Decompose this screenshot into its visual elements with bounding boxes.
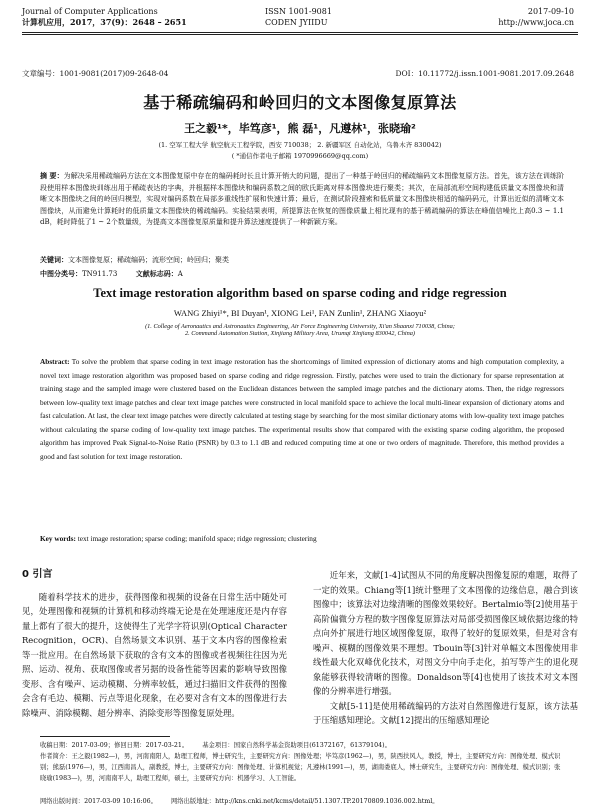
author-bios: 作者简介：王之毅(1982—)，男，河南南阳人，助理工程师，博士研究生，主要研究方向：图像处理；毕笃彦(1962—)，男，陕西扶风人，教授，博士，主要研究方向：图像处理、模式识别；熊磊(1976—)，男，江西南昌人，副教授，博士，主要研究方向：图像处理、计算机视觉；凡遵林(1991—)，男，湖南娄底人，博士研究生，主要研究方向：图像处理、模式识别；张晓瑜(1983—)，男，河南南平人，助理工程师，硕士，主要研究方向：机器学习、人工智能。	[40, 753, 561, 782]
keywords-en-text: text image restoration; sparse coding; manifold space; ridge regression; clustering	[77, 534, 317, 543]
body-paragraph-right-2: 文献[5-11]是使用稀疏编码的方法对自然图像进行复原，该方法基于压缩感知理论。文献[12]提出的压缩感知理论	[313, 700, 578, 725]
paper-title-zh: 基于稀疏编码和岭回归的文本图像复原算法	[143, 93, 457, 112]
received-date: 收稿日期：2017-03-09；修回日期：2017-03-21。	[40, 742, 189, 749]
authors-en: WANG Zhiyi¹*, BI Duyan¹, XIONG Lei¹, FAN Zunlin¹, ZHANG Xiaoyu²	[173, 308, 427, 318]
issn: ISSN 1001-9081	[265, 7, 332, 16]
issue-date: 2017-09-10	[527, 7, 574, 16]
keywords-zh	[40, 254, 564, 267]
abstract-zh-label: 摘 要：	[40, 171, 64, 180]
journal-url: http://www.joca.cn	[498, 18, 574, 27]
online-publication	[40, 796, 564, 807]
doi: DOI：10.11772/j.issn.1001-9081.2017.09.2648	[395, 69, 574, 78]
online-url: 网络出版地址：http://kns.cnki.net/kcms/detail/51.1307.TP.20170809.1036.002.html。	[171, 798, 439, 805]
journal-header-right	[498, 6, 574, 28]
classification-zh	[40, 268, 564, 281]
abstract-en-label: Abstract:	[40, 357, 70, 366]
journal-header-center	[265, 6, 332, 28]
footnote-block	[40, 740, 564, 784]
keywords-en	[40, 532, 564, 546]
authors-zh: 王之毅¹*，毕笃彦¹，熊 磊¹，凡遵林¹，张晓瑜²	[184, 122, 416, 135]
header-rule-bottom	[22, 34, 578, 35]
fund-info: 基金项目：国家自然科学基金资助项目(61372167，61379104)。	[202, 742, 391, 749]
doc-code-value: A	[177, 270, 183, 278]
affiliations-en	[0, 323, 600, 337]
keywords-zh-text: 文本图像复原；稀疏编码；流形空间；岭回归；聚类	[68, 256, 229, 264]
affiliation-en-1: (1. College of Aeronautics and Astronautics Engineering, Air Force Engineering University, Xi'an Shaanxi 710038, China;	[145, 323, 455, 330]
body-paragraph-right-1: 近年来，文献[1-4]试图从不同的角度解决图像复原的难题，取得了一定的效果。Chiang等[1]统计整理了文本图像的边缘信息，融合到该图像中；该算法对边缘清晰的图像效果较好。Bertalmio等[2]使用基于高阶偏微分方程的数字图像复原算法对局部受损图像区域依据边缘的特点向外扩展进行地区域图像复原，取得了较好的复原效果，但是对含有噪声、模糊的图像效果不理想。Tbouin等[3]针对单幅文本图像使用非线性最大化双峰优化技术，对图文分中向手走化，拍写等产生的退化现象能够获得较清晰的图像。Donaldson等[4]也使用了该技术对文本图像的分辨率进行增强。	[313, 570, 578, 696]
doc-code-label: 文献标志码：	[135, 269, 178, 278]
class-label: 中图分类号：	[40, 269, 82, 278]
body-column-right	[313, 568, 578, 728]
abstract-zh	[40, 170, 564, 229]
body-column-left	[22, 568, 287, 720]
affiliation-en-2: 2. Command Automation Station, Xinjiang Military Area, Urumqi Xinjiang 830042, China)	[184, 330, 416, 337]
correspondence-zh: ( *通信作者电子邮箱 1970996669@qq.com)	[231, 152, 369, 160]
body-paragraph-left: 随着科学技术的进步，获得图像和视频的设备在日常生活中随处可见，处理图像和视频的计算机和移动终端无论是在处理速度还是内存容量上都有了很大的提升，这使得生了光学字符识别(Optical Character Recognition，OCR)、自然场景文本识别、基于文本内容的图像检索等一批应用。在自然场景下获取的含有文本的图像或者视频往往因为光照、运动、视角、获取图像或者另据的设备性能等因素的影响导致图像变形、含有噪声、运动模糊、分辨率较低，通过扫描旧文件获得的图像会含有毛边、模糊、污点等退化现象，在必要对含有文本的图像进行去除噪声、消除模糊、超分辨率、消除变形等图像复原处理。	[22, 591, 287, 718]
online-time: 网络出版时间：2017-03-09 10:16:06。	[40, 798, 157, 805]
paper-title-en: Text image restoration algorithm based on sparse coding and ridge regression	[93, 286, 507, 300]
keywords-en-label: Key words:	[40, 534, 76, 543]
article-number: 文章编号：1001-9081(2017)09-2648-04	[22, 69, 169, 78]
section-heading-intro: 0 引言	[22, 569, 53, 580]
footnote-rule	[40, 736, 170, 737]
header-rule-top	[22, 32, 578, 33]
abstract-en-text: To solve the problem that sparse coding in text image restoration has the shortcomings of limited expression of dictionary atoms and high computation complexity, a novel text image restoration algorithm was proposed based on sparse coding and ridge regression. Firstly, patches were used to train the dictionary for sparse representation at training stage and the sampled image were clustered based on the Euclidean distances between the sampled image patches and the dictionary atoms. Then, the ridge regressors between low-quality text image patches and clear text image patches were constructed in local manifold space to achieve the local multi-linear expansion of dictionary atoms and fast calculation. At last, the clear text image patches were directly calculated at testing stage by searching for the most similar dictionary atoms with low-quality text image patches without calculating the sparse coding of low-quality text image patches. The experimental results show that compared with the existing sparse coding algorithm, the proposed algorithm has improved Peak Signal-to-Noise Ratio (PSNR) by 0.3 to 1.1 dB and reduced computing time at one or two orders of magnitude. Therefore, this method provides a good and fast solution for text image restoration.	[40, 357, 564, 461]
journal-name-en: Journal of Computer Applications	[22, 7, 158, 16]
keywords-zh-label: 关键词：	[40, 255, 68, 264]
class-value: TN911.73	[82, 270, 118, 278]
journal-name-zh: 计算机应用，2017，37(9)：2648 – 2651	[22, 17, 187, 27]
coden: CODEN JYIIDU	[265, 18, 328, 27]
abstract-en	[40, 355, 564, 463]
journal-header-left	[22, 6, 187, 28]
affiliations-zh: (1. 空军工程大学 航空航天工程学院，西安 710038； 2. 新疆军区 自动化站，乌鲁木齐 830042)	[158, 141, 442, 149]
abstract-zh-text: 为解决采用稀疏编码方法在文本图像复原中存在的编码耗时长且计算开销大的问题，提出了一种基于岭回归的稀疏编码文本图像复原方法。首先，该方法在训练阶段使用样本图像块训练出用于稀疏表达的字典，并根据样本图像块和编码系数之间的欧氏距离对样本图像块进行聚类；其次，在局部流形空间构建低质量文本图像块和清晰文本图像块之间的岭回归模型，实现对编码系数在局部多重线性扩展和快速计算；最后，在测试阶段搜索和低质量文本图像块相适的编码码元，计算出近似的清晰文本图像块，从而避免计算耗时的低质量文本图像块的稀疏编码。实验结果表明，所提算法在恢复的图像质量上相比现有的基于稀疏编码的算法在峰值信噪比上高0.3 ~ 1.1 dB，耗时降低了1 ~ 2个数量级，为提高文本图像复原质量和提升算法速度提供了一种新颖方案。	[40, 172, 565, 226]
